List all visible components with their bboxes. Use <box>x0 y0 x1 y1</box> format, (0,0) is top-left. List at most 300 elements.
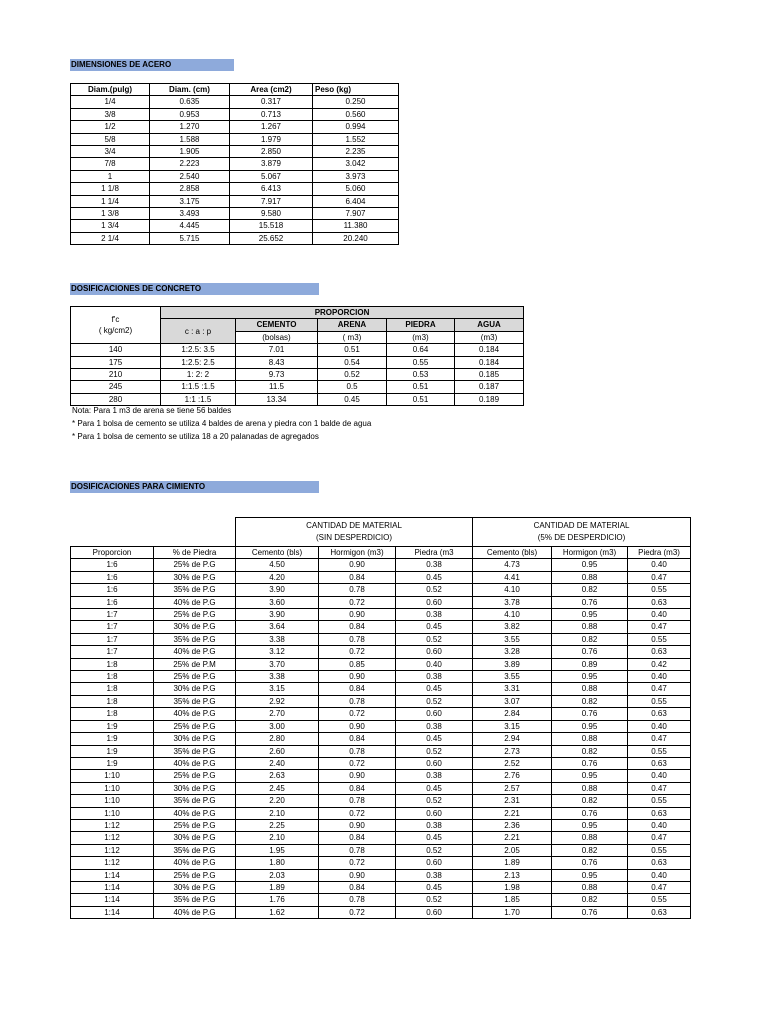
acero-row <box>71 183 399 195</box>
table-cell: 2.84 <box>473 708 552 720</box>
table-cell: 0.40 <box>628 869 691 881</box>
table-cell: 40% de P.G <box>154 708 236 720</box>
cimiento-header-cell: Hormigon (m3) <box>319 547 396 559</box>
table-cell: 1:6 <box>71 584 154 596</box>
table-cell: 0.953 <box>150 108 230 120</box>
table-cell: 1:9 <box>71 733 154 745</box>
table-cell: 0.52 <box>396 844 473 856</box>
table-cell: 3.28 <box>473 646 552 658</box>
cimiento-row <box>71 609 691 621</box>
acero-row <box>71 220 399 232</box>
cimiento-row <box>71 633 691 645</box>
table-cell: 0.76 <box>552 857 628 869</box>
table-cell: 5.715 <box>150 232 230 244</box>
concreto-row <box>71 369 524 381</box>
table-cell: 0.78 <box>319 745 396 757</box>
table-cell: 0.184 <box>455 356 524 368</box>
cimiento-row <box>71 757 691 769</box>
acero-header-cell: Peso (kg) <box>313 84 399 96</box>
concreto-col-head: ARENA <box>318 319 387 331</box>
table-cell: 0.76 <box>552 708 628 720</box>
table-cell: 0.40 <box>396 658 473 670</box>
cimiento-row <box>71 596 691 608</box>
table-cell: 0.994 <box>313 121 399 133</box>
table-cell: 3.175 <box>150 195 230 207</box>
table-cell: 35% de P.G <box>154 745 236 757</box>
table-cell: 0.95 <box>552 671 628 683</box>
table-cell: 2.540 <box>150 170 230 182</box>
table-cell: 245 <box>71 381 161 393</box>
table-cell: 1:10 <box>71 770 154 782</box>
table-cell: 0.84 <box>319 782 396 794</box>
acero-table <box>70 83 399 245</box>
table-cell: 1.89 <box>473 857 552 869</box>
table-cell: 0.40 <box>628 559 691 571</box>
table-cell: 0.55 <box>628 633 691 645</box>
table-cell: 7.907 <box>313 208 399 220</box>
table-cell: 7.917 <box>230 195 313 207</box>
concreto-note: * Para 1 bolsa de cemento se utiliza 18 a 20 palanadas de agregados <box>72 432 319 441</box>
table-cell: 1:9 <box>71 757 154 769</box>
table-cell: 0.72 <box>319 906 396 918</box>
table-cell: 0.40 <box>628 609 691 621</box>
table-cell: 0.78 <box>319 695 396 707</box>
concreto-note: * Para 1 bolsa de cemento se utiliza 4 baldes de arena y piedra con 1 balde de agua <box>72 419 372 428</box>
table-cell: 0.72 <box>319 757 396 769</box>
table-cell: 1:8 <box>71 695 154 707</box>
cimiento-blank-corner <box>71 518 236 547</box>
table-cell: 3/8 <box>71 108 150 120</box>
table-cell: 1: 2: 2 <box>161 369 236 381</box>
table-cell: 0.72 <box>319 807 396 819</box>
table-cell: 0.84 <box>319 683 396 695</box>
table-cell: 1:6 <box>71 559 154 571</box>
table-cell: 1 1/4 <box>71 195 150 207</box>
table-cell: 0.52 <box>396 584 473 596</box>
table-cell: 30% de P.G <box>154 683 236 695</box>
table-cell: 4.41 <box>473 571 552 583</box>
cimiento-group-sin <box>236 518 473 547</box>
table-cell: 35% de P.G <box>154 633 236 645</box>
cimiento-row <box>71 782 691 794</box>
table-cell: 0.78 <box>319 844 396 856</box>
concreto-table <box>70 306 524 406</box>
cimiento-group-con <box>473 518 691 547</box>
table-cell: 0.40 <box>628 720 691 732</box>
cimiento-header-cell: Piedra (m3) <box>628 547 691 559</box>
table-cell: 1.62 <box>236 906 319 918</box>
table-cell: 0.84 <box>319 832 396 844</box>
table-cell: 0.82 <box>552 844 628 856</box>
cimiento-row <box>71 844 691 856</box>
cimiento-row <box>71 869 691 881</box>
table-cell: 0.60 <box>396 906 473 918</box>
table-cell: 1.80 <box>236 857 319 869</box>
table-cell: 0.82 <box>552 584 628 596</box>
acero-row <box>71 108 399 120</box>
table-cell: 0.60 <box>396 807 473 819</box>
table-cell: 1 3/8 <box>71 208 150 220</box>
table-cell: 3.70 <box>236 658 319 670</box>
table-cell: 1 1/8 <box>71 183 150 195</box>
table-cell: 0.82 <box>552 795 628 807</box>
cimiento-header-cell: % de Piedra <box>154 547 236 559</box>
acero-title: DIMENSIONES DE ACERO <box>70 59 234 71</box>
table-cell: 0.38 <box>396 671 473 683</box>
table-cell: 0.63 <box>628 708 691 720</box>
table-cell: 3.78 <box>473 596 552 608</box>
table-cell: 0.55 <box>628 695 691 707</box>
table-cell: 0.84 <box>319 621 396 633</box>
table-cell: 1:7 <box>71 633 154 645</box>
cimiento-row <box>71 658 691 670</box>
table-cell: 35% de P.G <box>154 584 236 596</box>
table-cell: 3.38 <box>236 671 319 683</box>
table-cell: 3.973 <box>313 170 399 182</box>
table-cell: 2.70 <box>236 708 319 720</box>
table-cell: 1.905 <box>150 146 230 158</box>
table-cell: 3.00 <box>236 720 319 732</box>
table-cell: 40% de P.G <box>154 596 236 608</box>
cimiento-row <box>71 646 691 658</box>
table-cell: 0.72 <box>319 857 396 869</box>
table-cell: 25% de P.G <box>154 770 236 782</box>
concreto-col-unit: (bolsas) <box>236 331 318 343</box>
table-cell: 30% de P.G <box>154 621 236 633</box>
table-cell: 0.63 <box>628 646 691 658</box>
table-cell: 0.72 <box>319 646 396 658</box>
table-cell: 1:9 <box>71 745 154 757</box>
table-cell: 25.652 <box>230 232 313 244</box>
table-cell: 0.45 <box>396 733 473 745</box>
table-cell: 1:1.5 :1.5 <box>161 381 236 393</box>
table-cell: 6.413 <box>230 183 313 195</box>
table-cell: 3.82 <box>473 621 552 633</box>
cimiento-header-row <box>71 547 691 559</box>
table-cell: 0.52 <box>396 745 473 757</box>
table-cell: 1.267 <box>230 121 313 133</box>
table-cell: 0.45 <box>396 571 473 583</box>
cimiento-row <box>71 819 691 831</box>
table-cell: 1.588 <box>150 133 230 145</box>
table-cell: 140 <box>71 344 161 356</box>
ratio-header: c : a : p <box>161 319 236 344</box>
table-cell: 0.52 <box>396 633 473 645</box>
table-cell: 0.52 <box>396 894 473 906</box>
table-cell: 0.635 <box>150 96 230 108</box>
group-sin-line1: CANTIDAD DE MATERIAL <box>306 521 402 530</box>
table-cell: 1.95 <box>236 844 319 856</box>
table-cell: 13.34 <box>236 393 318 405</box>
table-cell: 0.53 <box>387 369 455 381</box>
table-cell: 15.518 <box>230 220 313 232</box>
table-cell: 0.47 <box>628 571 691 583</box>
acero-header-cell: Area (cm2) <box>230 84 313 96</box>
acero-row <box>71 208 399 220</box>
table-cell: 280 <box>71 393 161 405</box>
table-cell: 0.55 <box>387 356 455 368</box>
cimiento-row <box>71 857 691 869</box>
table-cell: 2.850 <box>230 146 313 158</box>
table-cell: 35% de P.G <box>154 894 236 906</box>
table-cell: 2.92 <box>236 695 319 707</box>
table-cell: 1:8 <box>71 671 154 683</box>
cimiento-row <box>71 695 691 707</box>
table-cell: 0.55 <box>628 584 691 596</box>
acero-row <box>71 96 399 108</box>
fc-header-cell <box>71 307 161 344</box>
concreto-col-head: AGUA <box>455 319 524 331</box>
table-cell: 2.31 <box>473 795 552 807</box>
table-cell: 2.25 <box>236 819 319 831</box>
table-cell: 0.88 <box>552 782 628 794</box>
table-cell: 0.60 <box>396 757 473 769</box>
table-cell: 3.55 <box>473 671 552 683</box>
table-cell: 25% de P.M <box>154 658 236 670</box>
table-cell: 0.95 <box>552 609 628 621</box>
table-cell: 0.90 <box>319 770 396 782</box>
table-cell: 3.64 <box>236 621 319 633</box>
table-cell: 40% de P.G <box>154 807 236 819</box>
table-cell: 4.20 <box>236 571 319 583</box>
table-cell: 11.380 <box>313 220 399 232</box>
cimiento-row <box>71 906 691 918</box>
table-cell: 1:8 <box>71 658 154 670</box>
table-cell: 0.90 <box>319 720 396 732</box>
cimiento-row <box>71 584 691 596</box>
table-cell: 2.223 <box>150 158 230 170</box>
table-cell: 0.84 <box>319 881 396 893</box>
table-cell: 0.82 <box>552 695 628 707</box>
table-cell: 1:10 <box>71 795 154 807</box>
table-cell: 0.317 <box>230 96 313 108</box>
table-cell: 1:8 <box>71 708 154 720</box>
table-cell: 0.76 <box>552 646 628 658</box>
table-cell: 40% de P.G <box>154 646 236 658</box>
table-cell: 1:2.5: 2.5 <box>161 356 236 368</box>
table-cell: 4.50 <box>236 559 319 571</box>
table-cell: 0.560 <box>313 108 399 120</box>
table-cell: 1.98 <box>473 881 552 893</box>
table-cell: 0.45 <box>396 832 473 844</box>
table-cell: 1:12 <box>71 844 154 856</box>
table-cell: 1:7 <box>71 609 154 621</box>
table-cell: 0.84 <box>319 733 396 745</box>
cimiento-header-cell: Piedra (m3 <box>396 547 473 559</box>
table-cell: 0.713 <box>230 108 313 120</box>
table-cell: 0.38 <box>396 819 473 831</box>
table-cell: 5.067 <box>230 170 313 182</box>
table-cell: 0.189 <box>455 393 524 405</box>
concreto-row <box>71 381 524 393</box>
table-cell: 0.88 <box>552 683 628 695</box>
table-cell: 0.42 <box>628 658 691 670</box>
table-cell: 0.38 <box>396 869 473 881</box>
table-cell: 0.76 <box>552 596 628 608</box>
table-cell: 2.10 <box>236 807 319 819</box>
table-cell: 5.060 <box>313 183 399 195</box>
table-cell: 30% de P.G <box>154 832 236 844</box>
table-cell: 0.40 <box>628 819 691 831</box>
table-cell: 25% de P.G <box>154 671 236 683</box>
table-cell: 1:10 <box>71 782 154 794</box>
table-cell: 0.55 <box>628 844 691 856</box>
concreto-col-head: PIEDRA <box>387 319 455 331</box>
table-cell: 0.185 <box>455 369 524 381</box>
table-cell: 1.979 <box>230 133 313 145</box>
acero-header-cell: Diam.(pulg) <box>71 84 150 96</box>
table-cell: 40% de P.G <box>154 757 236 769</box>
table-cell: 2.20 <box>236 795 319 807</box>
cimiento-row <box>71 671 691 683</box>
table-cell: 25% de P.G <box>154 720 236 732</box>
table-cell: 0.38 <box>396 720 473 732</box>
table-cell: 0.88 <box>552 621 628 633</box>
table-cell: 0.95 <box>552 770 628 782</box>
table-cell: 0.88 <box>552 832 628 844</box>
table-cell: 2.235 <box>313 146 399 158</box>
acero-row <box>71 195 399 207</box>
table-cell: 0.54 <box>318 356 387 368</box>
table-cell: 0.78 <box>319 894 396 906</box>
table-cell: 0.45 <box>318 393 387 405</box>
table-cell: 0.76 <box>552 807 628 819</box>
table-cell: 40% de P.G <box>154 857 236 869</box>
concreto-row <box>71 344 524 356</box>
acero-header-cell: Diam. (cm) <box>150 84 230 96</box>
table-cell: 2.73 <box>473 745 552 757</box>
cimiento-header-cell: Cemento (bls) <box>236 547 319 559</box>
cimiento-row <box>71 807 691 819</box>
table-cell: 1.70 <box>473 906 552 918</box>
table-cell: 0.95 <box>552 869 628 881</box>
table-cell: 4.73 <box>473 559 552 571</box>
table-cell: 3.89 <box>473 658 552 670</box>
table-cell: 2.40 <box>236 757 319 769</box>
cimiento-row <box>71 832 691 844</box>
cimiento-header-cell: Cemento (bls) <box>473 547 552 559</box>
table-cell: 0.90 <box>319 819 396 831</box>
table-cell: 0.60 <box>396 596 473 608</box>
table-cell: 0.90 <box>319 609 396 621</box>
table-cell: 0.63 <box>628 906 691 918</box>
table-cell: 1.552 <box>313 133 399 145</box>
table-cell: 4.445 <box>150 220 230 232</box>
table-cell: 0.55 <box>628 894 691 906</box>
table-cell: 35% de P.G <box>154 795 236 807</box>
table-cell: 1:12 <box>71 819 154 831</box>
table-cell: 0.45 <box>396 782 473 794</box>
table-cell: 9.73 <box>236 369 318 381</box>
table-cell: 2.13 <box>473 869 552 881</box>
table-cell: 0.88 <box>552 733 628 745</box>
table-cell: 0.64 <box>387 344 455 356</box>
table-cell: 7.01 <box>236 344 318 356</box>
acero-body <box>71 96 399 245</box>
table-cell: 5/8 <box>71 133 150 145</box>
table-cell: 1:1 :1.5 <box>161 393 236 405</box>
table-cell: 0.88 <box>552 881 628 893</box>
table-cell: 2.57 <box>473 782 552 794</box>
table-cell: 3.042 <box>313 158 399 170</box>
table-cell: 210 <box>71 369 161 381</box>
concreto-col-unit: (m3) <box>387 331 455 343</box>
cimiento-table <box>70 517 691 919</box>
table-cell: 0.95 <box>552 720 628 732</box>
table-cell: 0.52 <box>396 695 473 707</box>
cimiento-row <box>71 894 691 906</box>
concreto-title: DOSIFICACIONES DE CONCRETO <box>70 283 319 295</box>
table-cell: 0.45 <box>396 621 473 633</box>
table-cell: 0.89 <box>552 658 628 670</box>
cimiento-row <box>71 621 691 633</box>
table-cell: 0.82 <box>552 633 628 645</box>
cimiento-body <box>71 559 691 919</box>
table-cell: 2.76 <box>473 770 552 782</box>
table-cell: 1.85 <box>473 894 552 906</box>
table-cell: 0.76 <box>552 757 628 769</box>
table-cell: 0.78 <box>319 633 396 645</box>
table-cell: 1:7 <box>71 621 154 633</box>
table-cell: 3.15 <box>236 683 319 695</box>
group-sin-line2: (SIN DESPERDICIO) <box>316 533 393 542</box>
table-cell: 1:14 <box>71 894 154 906</box>
table-cell: 0.47 <box>628 782 691 794</box>
table-cell: 1/2 <box>71 121 150 133</box>
table-cell: 0.51 <box>318 344 387 356</box>
table-cell: 0.40 <box>628 671 691 683</box>
table-cell: 0.47 <box>628 832 691 844</box>
cimiento-row <box>71 708 691 720</box>
table-cell: 2.60 <box>236 745 319 757</box>
concreto-row <box>71 393 524 405</box>
table-cell: 30% de P.G <box>154 881 236 893</box>
table-cell: 0.38 <box>396 609 473 621</box>
cimiento-row <box>71 881 691 893</box>
table-cell: 0.60 <box>396 646 473 658</box>
table-cell: 0.76 <box>552 906 628 918</box>
cimiento-row <box>71 745 691 757</box>
acero-header-row <box>71 84 399 96</box>
table-cell: 1.76 <box>236 894 319 906</box>
table-cell: 1:9 <box>71 720 154 732</box>
concreto-col-head: CEMENTO <box>236 319 318 331</box>
table-cell: 0.60 <box>396 708 473 720</box>
table-cell: 3.55 <box>473 633 552 645</box>
table-cell: 1.89 <box>236 881 319 893</box>
cimiento-header-cell: Hormigon (m3) <box>552 547 628 559</box>
table-cell: 0.55 <box>628 795 691 807</box>
table-cell: 1:12 <box>71 832 154 844</box>
acero-row <box>71 146 399 158</box>
table-cell: 3.90 <box>236 609 319 621</box>
table-cell: 0.52 <box>318 369 387 381</box>
table-cell: 0.47 <box>628 733 691 745</box>
acero-row <box>71 158 399 170</box>
table-cell: 40% de P.G <box>154 906 236 918</box>
table-cell: 1:6 <box>71 596 154 608</box>
table-cell: 0.84 <box>319 571 396 583</box>
table-cell: 0.52 <box>396 795 473 807</box>
table-cell: 2.63 <box>236 770 319 782</box>
table-cell: 0.60 <box>396 857 473 869</box>
cimiento-row <box>71 571 691 583</box>
table-cell: 1:14 <box>71 869 154 881</box>
table-cell: 0.72 <box>319 708 396 720</box>
table-cell: 20.240 <box>313 232 399 244</box>
cimiento-title: DOSIFICACIONES PARA CIMIENTO <box>70 481 319 493</box>
concreto-col-unit: ( m3) <box>318 331 387 343</box>
